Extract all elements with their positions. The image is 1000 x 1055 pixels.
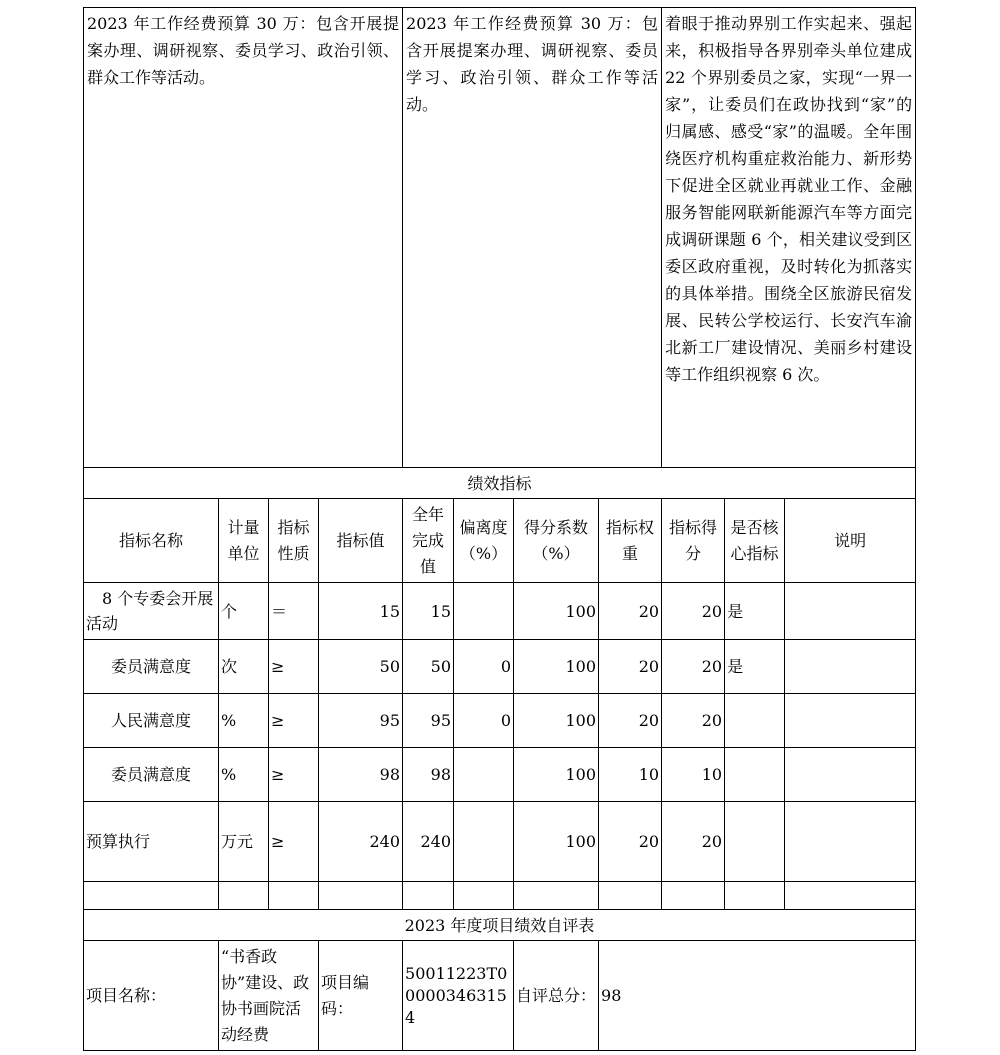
empty-cell <box>84 882 219 910</box>
indicator-name: 人民满意度 <box>84 694 219 748</box>
indicator-deviation: 0 <box>454 640 514 694</box>
indicator-value: 98 <box>319 748 403 802</box>
header-row <box>84 499 916 583</box>
empty-row <box>84 882 916 910</box>
indicator-core <box>725 694 785 748</box>
indicator-unit: 个 <box>219 583 269 640</box>
empty-cell <box>725 882 785 910</box>
indicator-value: 240 <box>319 802 403 882</box>
indicator-weight: 10 <box>599 748 662 802</box>
indicator-nature: ≥ <box>269 748 319 802</box>
table-row <box>84 583 916 640</box>
empty-cell <box>662 882 725 910</box>
indicator-actual: 98 <box>403 748 454 802</box>
header-deviation: 偏离度（%） <box>454 499 514 583</box>
perf-title-row <box>84 468 916 499</box>
indicator-coefficient: 100 <box>514 640 599 694</box>
table-row <box>84 694 916 748</box>
indicator-nature: ≥ <box>269 694 319 748</box>
indicator-nature: ≥ <box>269 802 319 882</box>
empty-cell <box>319 882 403 910</box>
project-code-label: 项目编码： <box>319 941 403 1051</box>
indicator-unit: % <box>219 748 269 802</box>
indicator-score: 20 <box>662 694 725 748</box>
header-coefficient: 得分系数（%） <box>514 499 599 583</box>
indicator-note <box>785 694 916 748</box>
indicator-score: 20 <box>662 802 725 882</box>
indicator-name: 8 个专委会开展活动 <box>84 583 219 640</box>
indicator-core: 是 <box>725 640 785 694</box>
indicator-weight: 20 <box>599 583 662 640</box>
empty-cell <box>599 882 662 910</box>
project-info-row <box>84 941 916 1051</box>
indicator-deviation <box>454 748 514 802</box>
indicator-deviation: 0 <box>454 694 514 748</box>
indicator-nature: ≥ <box>269 640 319 694</box>
indicator-note <box>785 748 916 802</box>
empty-cell <box>219 882 269 910</box>
indicator-unit: 次 <box>219 640 269 694</box>
indicator-unit: % <box>219 694 269 748</box>
indicator-actual: 95 <box>403 694 454 748</box>
table-row <box>84 640 916 694</box>
indicator-unit: 万元 <box>219 802 269 882</box>
indicator-coefficient: 100 <box>514 583 599 640</box>
goal-row <box>84 8 916 468</box>
indicator-deviation <box>454 583 514 640</box>
indicator-coefficient: 100 <box>514 694 599 748</box>
indicator-weight: 20 <box>599 640 662 694</box>
annual-plan-cell: 2023 年工作经费预算 30 万：包含开展提案办理、调研视察、委员学习、政治引领、群众工作等活动。 <box>84 8 403 468</box>
indicator-score: 20 <box>662 583 725 640</box>
indicator-value: 50 <box>319 640 403 694</box>
performance-sheet <box>83 7 915 1051</box>
indicator-note <box>785 802 916 882</box>
indicator-name: 委员满意度 <box>84 640 219 694</box>
indicator-name: 委员满意度 <box>84 748 219 802</box>
indicator-coefficient: 100 <box>514 748 599 802</box>
empty-cell <box>269 882 319 910</box>
self-score-label: 自评总分： <box>514 941 599 1051</box>
empty-cell <box>403 882 454 910</box>
indicator-core <box>725 748 785 802</box>
indicator-score: 20 <box>662 640 725 694</box>
header-score: 指标得分 <box>662 499 725 583</box>
indicator-name: 预算执行 <box>84 802 219 882</box>
empty-cell <box>514 882 599 910</box>
header-note: 说明 <box>785 499 916 583</box>
self-eval-title: 2023 年度项目绩效自评表 <box>84 910 916 941</box>
self-eval-title-row <box>84 910 916 941</box>
header-weight: 指标权重 <box>599 499 662 583</box>
table-row <box>84 802 916 882</box>
indicator-note <box>785 640 916 694</box>
empty-cell <box>454 882 514 910</box>
indicator-weight: 20 <box>599 802 662 882</box>
achievement-cell: 着眼于推动界别工作实起来、强起来，积极指导各界别牵头单位建成 22 个界别委员之家，实现“一界一家”，让委员们在政协找到“家”的归属感、感受“家”的温暖。全年围绕医疗机构重症救治能力、新形势下促进全区就业再就业工作、金融服务智能网联新能源汽车等方面完成调研课题 6 个，相关建议受到区委区政府重视，及时转化为抓落实的具体举措。围绕全区旅游民宿发展、民转公学校运行、长安汽车渝北新工厂建设情况、美丽乡村建设等工作组织视察 6 次。 <box>662 8 916 468</box>
empty-cell <box>785 882 916 910</box>
header-value: 指标值 <box>319 499 403 583</box>
indicator-core <box>725 802 785 882</box>
header-core: 是否核心指标 <box>725 499 785 583</box>
performance-table <box>83 7 916 1051</box>
project-name-value: “书香政协”建设、政协书画院活动经费 <box>219 941 319 1051</box>
project-code-value: 50011223T000003463154 <box>403 941 514 1051</box>
indicator-value: 95 <box>319 694 403 748</box>
table-row <box>84 748 916 802</box>
perf-indicators-title: 绩效指标 <box>84 468 916 499</box>
indicator-core: 是 <box>725 583 785 640</box>
indicator-weight: 20 <box>599 694 662 748</box>
project-name-label: 项目名称： <box>84 941 219 1051</box>
indicator-actual: 240 <box>403 802 454 882</box>
header-indicator-name: 指标名称 <box>84 499 219 583</box>
annual-budget-cell: 2023 年工作经费预算 30 万：包含开展提案办理、调研视察、委员学习、政治引领、群众工作等活动。 <box>403 8 662 468</box>
indicator-actual: 50 <box>403 640 454 694</box>
self-score-value: 98 <box>599 941 916 1051</box>
indicator-score: 10 <box>662 748 725 802</box>
indicator-note <box>785 583 916 640</box>
indicator-actual: 15 <box>403 583 454 640</box>
indicator-nature: ＝ <box>269 583 319 640</box>
indicator-deviation <box>454 802 514 882</box>
header-nature: 指标性质 <box>269 499 319 583</box>
indicator-value: 15 <box>319 583 403 640</box>
indicator-coefficient: 100 <box>514 802 599 882</box>
header-actual: 全年完成值 <box>403 499 454 583</box>
header-unit: 计量单位 <box>219 499 269 583</box>
